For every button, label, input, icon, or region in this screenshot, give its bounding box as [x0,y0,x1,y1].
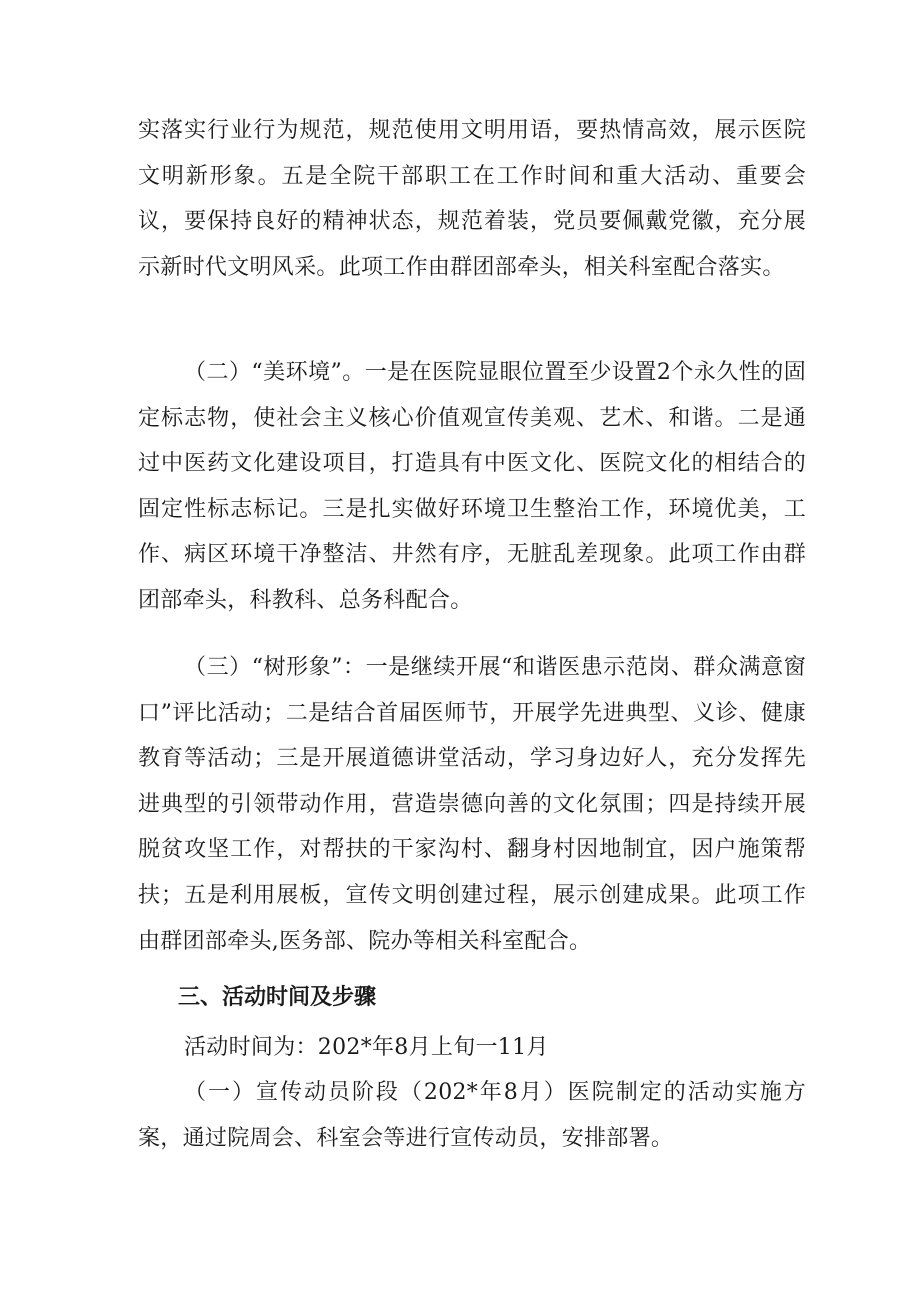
activity-time-line: 活动时间为：202*年8月上旬一11月 [184,1035,549,1060]
paragraph-continuation: 实落实行业行为规范，规范使用文明用语，要热情高效，展示医院文明新形象。五是全院干部职工在工作时间和重大活动、重要会议，要保持良好的精神状态，规范着装，党员要佩戴党徽，充分展示新时代文明风采。此项工作由群团部牵头，相关科室配合落实。 [138,118,806,280]
paragraph-phase-one: （一）宣传动员阶段（202*年8月）医院制定的活动实施方案，通过院周会、科室会等进行宣传动员，安排部署。 [138,1080,806,1151]
paragraph-build-image: （三）“树形象”：一是继续开展“和谐医患示范岗、群众满意窗口”评比活动；二是结合首届医师节，开展学先进典型、义诊、健康教育等活动；三是开展道德讲堂活动，学习身边好人，充分发挥先进典型的引领带动作用，营造崇德向善的文化氛围；四是持续开展脱贫攻坚工作，对帮扶的干家沟村、翻身村因地制宜，因户施策帮扶；五是利用展板，宣传文明创建过程，展示创建成果。此项工作由群团部牵头,医务部、院办等相关科室配合。 [138,655,806,954]
section-heading: 三、活动时间及步骤 [178,985,377,1010]
paragraph-beautify-environment: （二）“美环境”。一是在医院显眼位置至少设置2个永久性的固定标志物，使社会主义核心价值观宣传美观、艺术、和谐。二是通过中医药文化建设项目，打造具有中医文化、医院文化的相结合的固定性标志标记。三是扎实做好环境卫生整治工作，环境优美，工作、病区环境干净整洁、井然有序，无脏乱差现象。此项工作由群团部牵头，科教科、总务科配合。 [138,360,806,613]
